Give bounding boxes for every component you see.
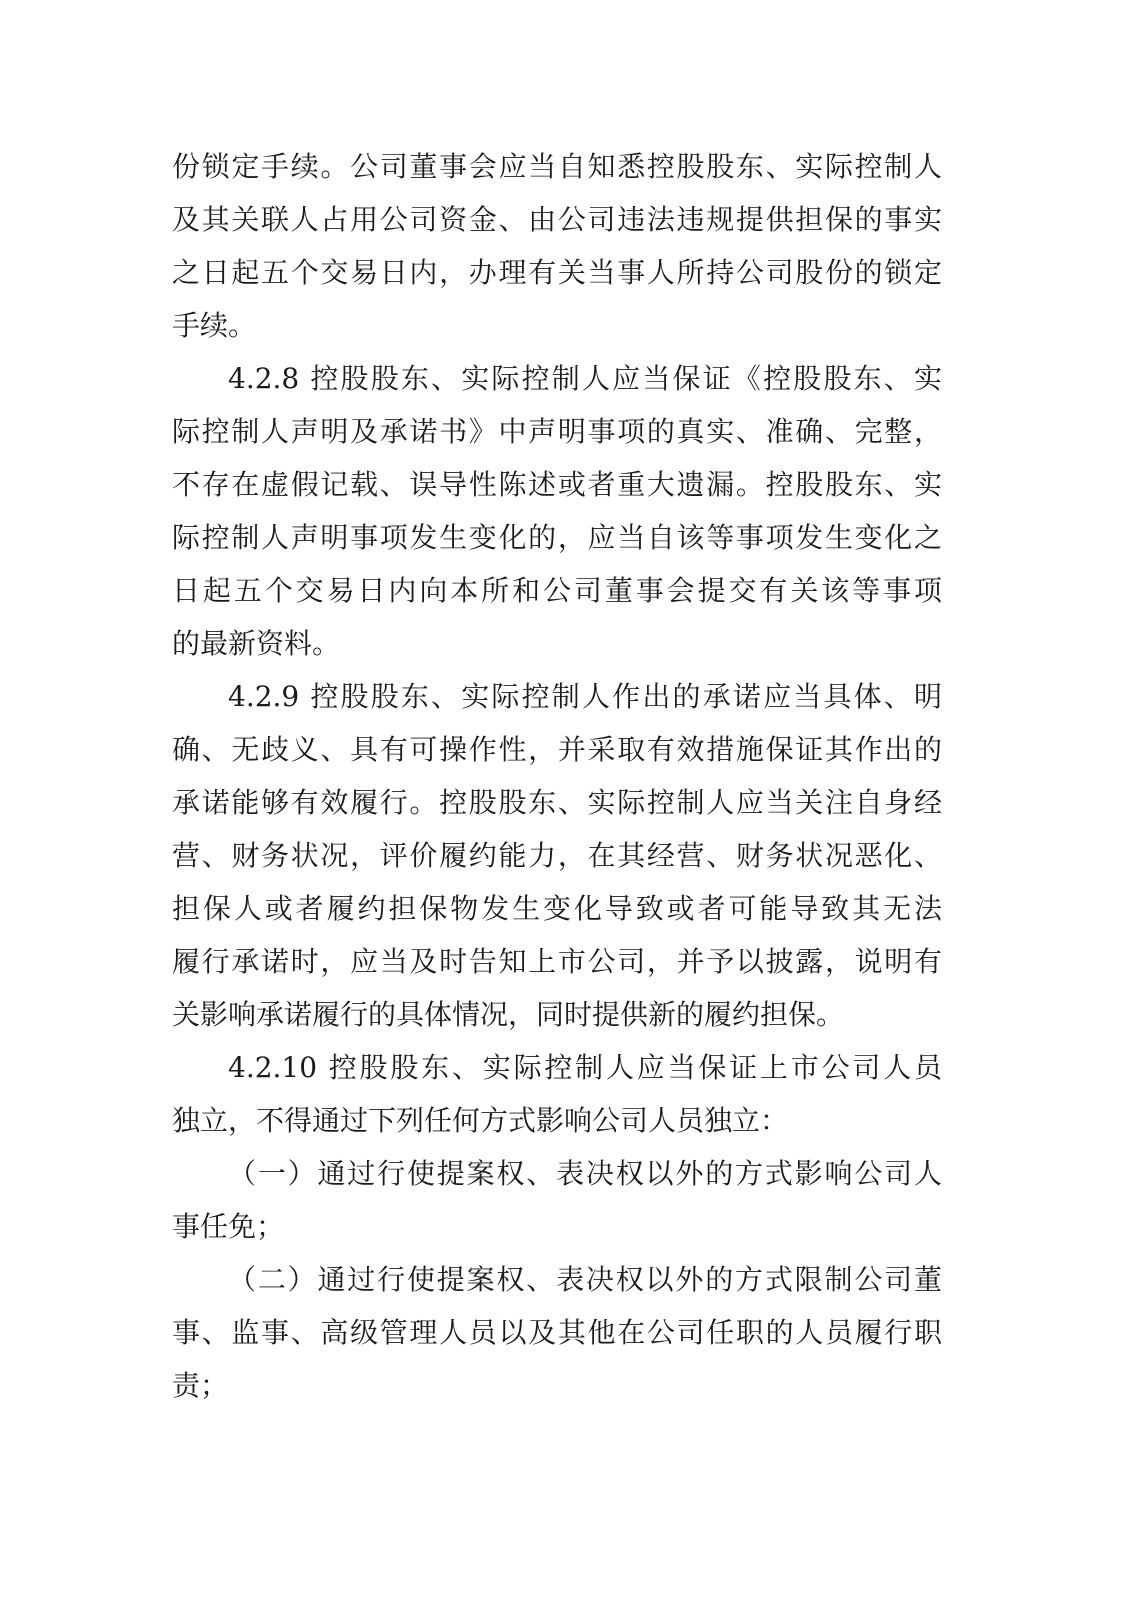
list-item-2 [172,1253,942,1412]
text-line: 份锁定手续。公司董事会应当自知悉控股股东、实际控制人 [172,150,942,183]
text-line: 关影响承诺履行的具体情况，同时提供新的履约担保。 [172,998,845,1031]
paragraph-4-2-10 [172,1041,942,1147]
text-line: 际控制人声明事项发生变化的，应当自该等事项发生变化之 [172,521,942,554]
text-line: 承诺能够有效履行。控股股东、实际控制人应当关注自身经 [172,786,942,819]
paragraph-4-2-7-continued [172,140,942,352]
text-line: 日起五个交易日内向本所和公司董事会提交有关该等事项 [172,574,942,607]
paragraph-4-2-9 [172,670,942,1041]
text-line: 事、监事、高级管理人员以及其他在公司任职的人员履行职 [172,1316,942,1349]
text-line: 不存在虚假记载、误导性陈述或者重大遗漏。控股股东、实 [172,468,942,501]
text-line: 责； [172,1369,229,1402]
text-line: 事任免； [172,1210,285,1243]
text-line: 的最新资料。 [172,627,341,660]
text-line: 及其关联人占用公司资金、由公司违法违规提供担保的事实 [172,203,942,236]
text-line: 4.2.10 控股股东、实际控制人应当保证上市公司人员 [228,1051,942,1084]
text-line: 之日起五个交易日内，办理有关当事人所持公司股份的锁定 [172,256,942,289]
paragraph-4-2-8 [172,352,942,670]
text-line: 担保人或者履约担保物发生变化导致或者可能导致其无法 [172,892,942,925]
text-line: 履行承诺时，应当及时告知上市公司，并予以披露，说明有 [172,945,942,978]
text-line: 4.2.8 控股股东、实际控制人应当保证《控股股东、实 [228,362,942,395]
text-line: 4.2.9 控股股东、实际控制人作出的承诺应当具体、明 [228,680,942,713]
text-line: 手续。 [172,309,257,342]
text-line: 确、无歧义、具有可操作性，并采取有效措施保证其作出的 [172,733,942,766]
text-line: （二）通过行使提案权、表决权以外的方式限制公司董 [228,1263,942,1296]
document-body [172,140,942,1412]
text-line: （一）通过行使提案权、表决权以外的方式影响公司人 [228,1157,942,1190]
text-line: 独立，不得通过下列任何方式影响公司人员独立： [172,1104,789,1137]
list-item-1 [172,1147,942,1253]
text-line: 营、财务状况，评价履约能力，在其经营、财务状况恶化、 [172,839,942,872]
text-line: 际控制人声明及承诺书》中声明事项的真实、准确、完整， [172,415,942,448]
